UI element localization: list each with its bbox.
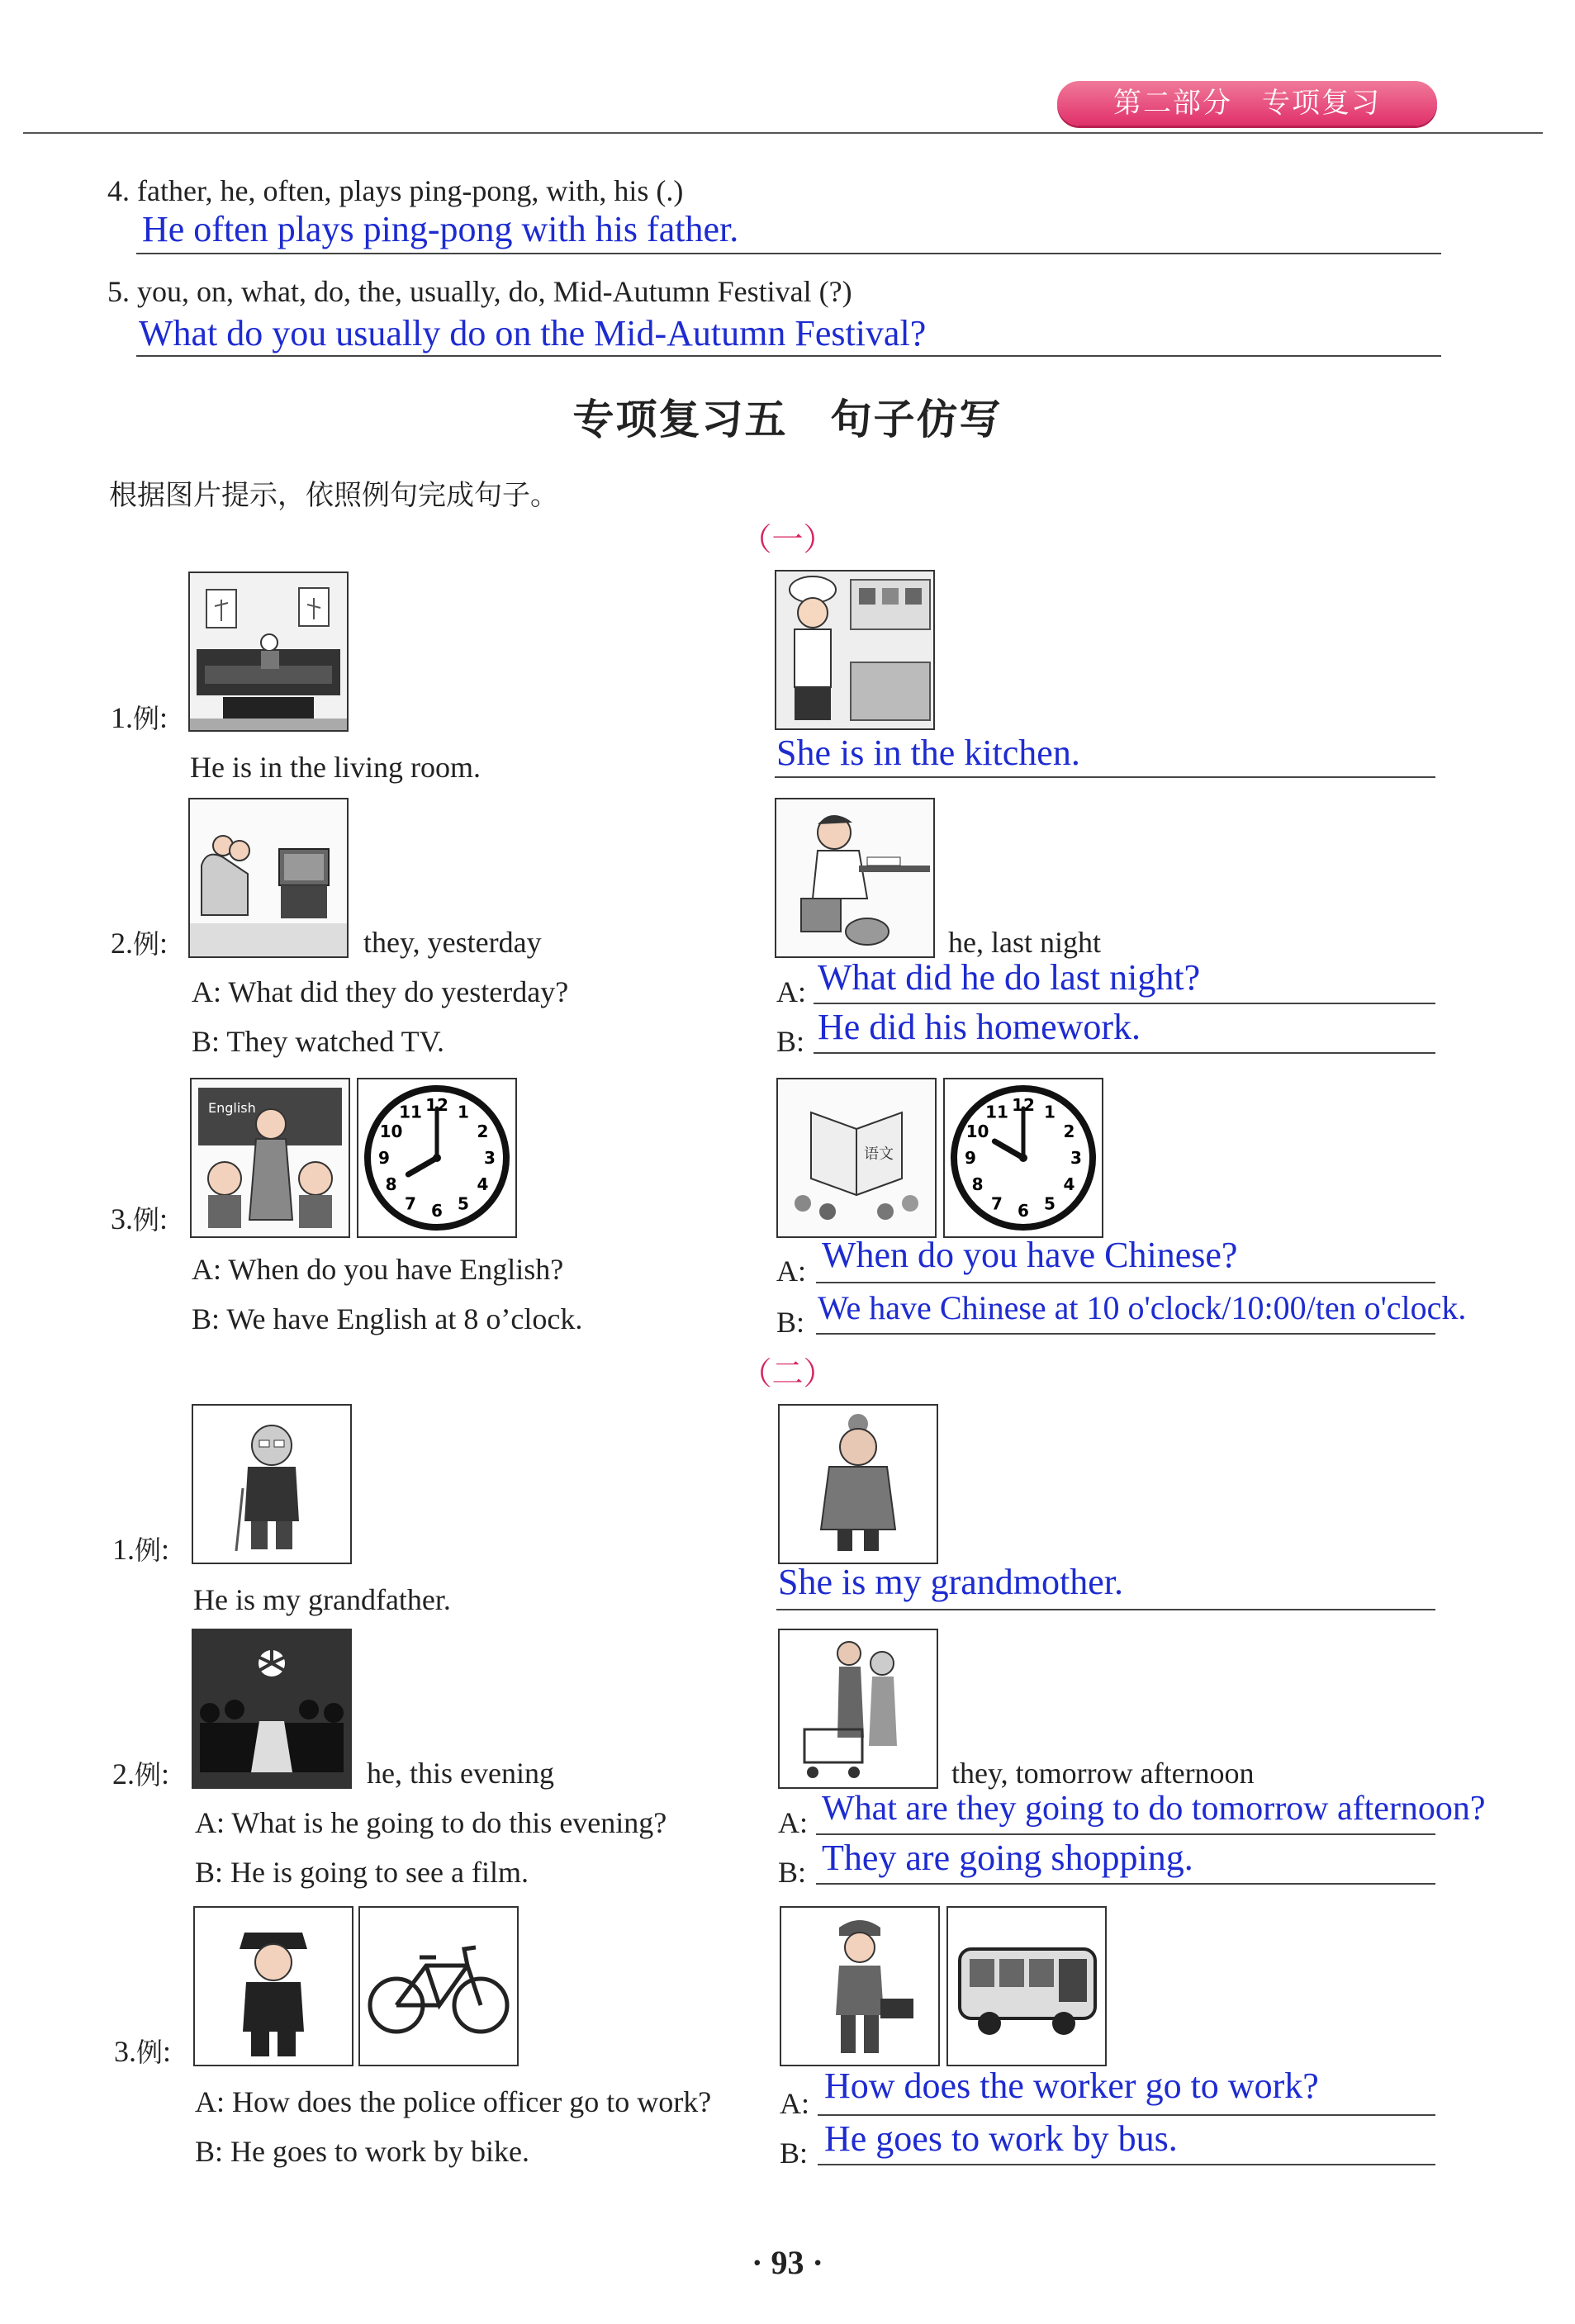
question-4-answer: He often plays ping-pong with his father. <box>142 209 739 249</box>
cue-words: he, last night <box>948 926 1101 959</box>
answer-line <box>136 355 1441 357</box>
answer-line <box>816 1883 1435 1885</box>
example-sentence: He is my grandfather. <box>193 1583 451 1616</box>
answer-line <box>814 1003 1435 1004</box>
clock-number: 11 <box>399 1102 422 1122</box>
shopping-picture <box>778 1629 938 1789</box>
dialogue-b: B: He is going to see a film. <box>195 1856 529 1889</box>
answer-b: He goes to work by bus. <box>824 2118 1178 2159</box>
item-number: 1.例: <box>112 1533 170 1566</box>
dialogue-b: B: We have English at 8 o’clock. <box>192 1302 583 1335</box>
answer-a: How does the worker go to work? <box>824 2066 1319 2106</box>
bus-picture <box>946 1906 1107 2066</box>
chinese-class-picture <box>776 1078 937 1238</box>
dialogue-a: A: What is he going to do this evening? <box>195 1806 667 1839</box>
dialogue-a: A: What did they do yesterday? <box>192 975 569 1008</box>
answer-line <box>776 1609 1435 1610</box>
page-title: 专项复习五 句子仿写 <box>572 396 1003 443</box>
answer-b: We have Chinese at 10 o'clock/10:00/ten o'clock. <box>818 1289 1467 1326</box>
answer-b: They are going shopping. <box>822 1838 1193 1878</box>
instruction: 根据图片提示，依照例句完成句子。 <box>109 479 558 512</box>
header-divider <box>23 132 1543 134</box>
answer-line <box>816 1833 1435 1835</box>
cue-words: he, this evening <box>367 1757 554 1790</box>
dialogue-b: B: He goes to work by bike. <box>195 2135 529 2168</box>
clock-number: 11 <box>985 1102 1008 1122</box>
grandfather-picture <box>192 1404 352 1564</box>
clock-number: 4 <box>1063 1174 1075 1194</box>
clock-number: 12 <box>1012 1095 1035 1115</box>
homework-picture <box>775 798 935 958</box>
answer-line <box>818 2164 1435 2165</box>
clock-number: 2 <box>1063 1122 1075 1141</box>
clock-number: 8 <box>385 1174 397 1194</box>
clock-8-picture <box>357 1078 517 1238</box>
cue-words: they, tomorrow afternoon <box>951 1757 1255 1790</box>
answer-line <box>818 2114 1435 2116</box>
answer-line <box>775 776 1435 778</box>
answer-line <box>816 1333 1435 1335</box>
cinema-picture <box>192 1629 352 1789</box>
section-heading-2: （二） <box>740 1355 835 1392</box>
answer-text: She is my grandmother. <box>778 1562 1123 1602</box>
clock-number: 10 <box>379 1122 403 1141</box>
label-b: B: <box>780 2137 809 2170</box>
answer-line <box>136 253 1441 254</box>
clock-number: 9 <box>965 1148 976 1168</box>
clock-number: 6 <box>431 1201 443 1221</box>
answer-a: What are they going to do tomorrow afternoon? <box>822 1790 1486 1828</box>
section-badge: 第二部分 专项复习 <box>1057 81 1437 126</box>
answer-line <box>814 1052 1435 1054</box>
chalkboard-text: English <box>208 1100 256 1116</box>
living-room-picture <box>188 572 349 732</box>
example-sentence: He is in the living room. <box>190 751 481 784</box>
item-number: 3.例: <box>111 1202 168 1236</box>
clock-number: 3 <box>1070 1148 1082 1168</box>
label-b: B: <box>776 1306 805 1339</box>
dialogue-a: A: How does the police officer go to work? <box>195 2085 712 2118</box>
cue-words: they, yesterday <box>363 926 542 959</box>
watching-tv-picture <box>188 798 349 958</box>
page-number: · 93 · <box>752 2244 823 2281</box>
answer-line <box>816 1282 1435 1283</box>
dialogue-b: B: They watched TV. <box>192 1025 444 1058</box>
item-number: 3.例: <box>114 2035 172 2068</box>
label-b: B: <box>778 1856 807 1889</box>
clock-number: 3 <box>484 1148 496 1168</box>
worker-picture <box>780 1906 940 2066</box>
police-officer-picture <box>193 1906 353 2066</box>
answer-a: What did he do last night? <box>818 957 1201 998</box>
answer-a: When do you have Chinese? <box>822 1235 1238 1275</box>
label-a: A: <box>780 2087 809 2120</box>
english-class-picture <box>190 1078 350 1238</box>
book-text: 语文 <box>864 1145 894 1163</box>
clock-number: 1 <box>458 1102 469 1122</box>
clock-number: 8 <box>971 1174 984 1194</box>
question-5-prompt: 5. you, on, what, do, the, usually, do, Mid-Autumn Festival (?) <box>107 275 852 308</box>
clock-number: 7 <box>991 1193 1003 1214</box>
item-number: 2.例: <box>112 1757 170 1790</box>
label-b: B: <box>776 1025 805 1058</box>
clock-number: 5 <box>458 1193 469 1214</box>
item-number: 2.例: <box>111 927 168 960</box>
clock-number: 9 <box>378 1148 390 1168</box>
clock-number: 5 <box>1044 1193 1056 1214</box>
clock-number: 12 <box>425 1095 448 1115</box>
question-4-prompt: 4. father, he, often, plays ping-pong, with, his (.) <box>107 174 684 207</box>
label-a: A: <box>776 975 806 1008</box>
clock-number: 7 <box>405 1193 416 1214</box>
answer-b: He did his homework. <box>818 1007 1141 1047</box>
answer-text: She is in the kitchen. <box>776 733 1080 773</box>
clock-number: 6 <box>1018 1201 1029 1221</box>
clock-number: 10 <box>965 1122 989 1141</box>
item-number: 1.例: <box>111 701 168 734</box>
kitchen-picture <box>775 570 935 730</box>
section-heading-1: （一） <box>740 521 835 557</box>
grandmother-picture <box>778 1404 938 1564</box>
clock-number: 2 <box>477 1122 489 1141</box>
clock-10-picture <box>943 1078 1103 1238</box>
question-5-answer: What do you usually do on the Mid-Autumn Festival? <box>139 313 927 353</box>
label-a: A: <box>778 1806 808 1839</box>
bike-picture <box>358 1906 519 2066</box>
clock-number: 1 <box>1044 1102 1056 1122</box>
label-a: A: <box>776 1254 806 1288</box>
dialogue-a: A: When do you have English? <box>192 1253 564 1286</box>
clock-number: 4 <box>477 1174 489 1194</box>
